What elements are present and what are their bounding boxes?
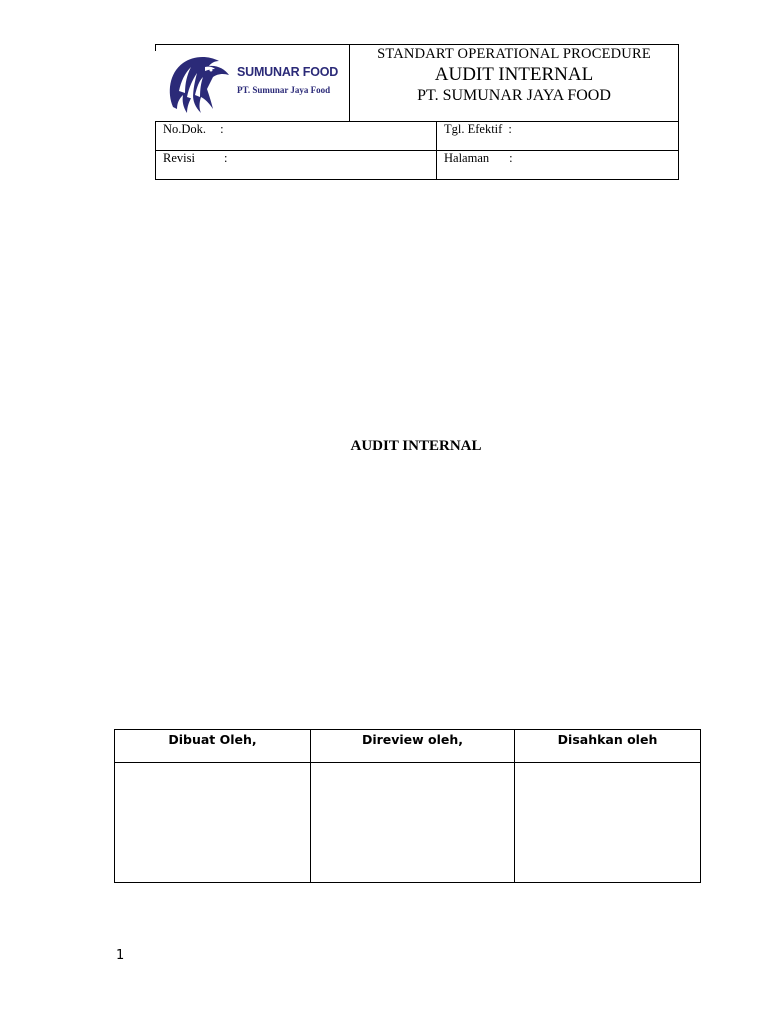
logo-subtitle-text: PT. Sumunar Jaya Food xyxy=(237,85,331,95)
sop-header xyxy=(155,44,679,178)
page-number: 1 xyxy=(116,948,125,963)
halaman-field[interactable] xyxy=(437,151,679,180)
signature-header-row xyxy=(115,730,701,763)
disahkan-signature-box[interactable] xyxy=(515,763,701,883)
eagle-head-icon xyxy=(165,51,231,115)
signature-table xyxy=(114,729,701,883)
tgl-efektif-field[interactable] xyxy=(437,122,679,151)
header-title-block xyxy=(155,44,679,121)
tgl-efektif-label: Tgl. Efektif xyxy=(444,122,503,136)
no-dok-field[interactable] xyxy=(156,122,437,151)
direview-signature-box[interactable] xyxy=(311,763,515,883)
company-logo xyxy=(165,49,349,119)
no-dok-label: No.Dok. xyxy=(163,122,207,136)
sop-label: STANDART OPERATIONAL PROCEDURE xyxy=(377,46,651,62)
header-title-cell xyxy=(350,45,678,122)
dibuat-signature-box[interactable] xyxy=(115,763,311,883)
disahkan-oleh-header: Disahkan oleh xyxy=(515,730,701,763)
border-tick xyxy=(155,45,156,51)
logo-brand-text: SUMUNAR FOOD xyxy=(237,65,339,79)
main-title: AUDIT INTERNAL xyxy=(350,438,482,454)
signature-box-row xyxy=(115,763,701,883)
direview-oleh-header: Direview oleh, xyxy=(311,730,515,763)
info-row xyxy=(156,151,679,180)
no-dok-sep: : xyxy=(220,122,224,136)
company-name: PT. SUMUNAR JAYA FOOD xyxy=(417,87,611,104)
tgl-efektif-sep: : xyxy=(508,122,512,136)
revisi-label: Revisi xyxy=(163,151,195,165)
halaman-sep: : xyxy=(509,151,513,165)
halaman-label: Halaman xyxy=(444,151,490,165)
header-doc-title: AUDIT INTERNAL xyxy=(434,64,594,85)
info-row xyxy=(156,122,679,151)
revisi-field[interactable] xyxy=(156,151,437,180)
revisi-sep: : xyxy=(223,151,228,165)
document-info-table xyxy=(155,121,679,180)
dibuat-oleh-header: Dibuat Oleh, xyxy=(115,730,311,763)
